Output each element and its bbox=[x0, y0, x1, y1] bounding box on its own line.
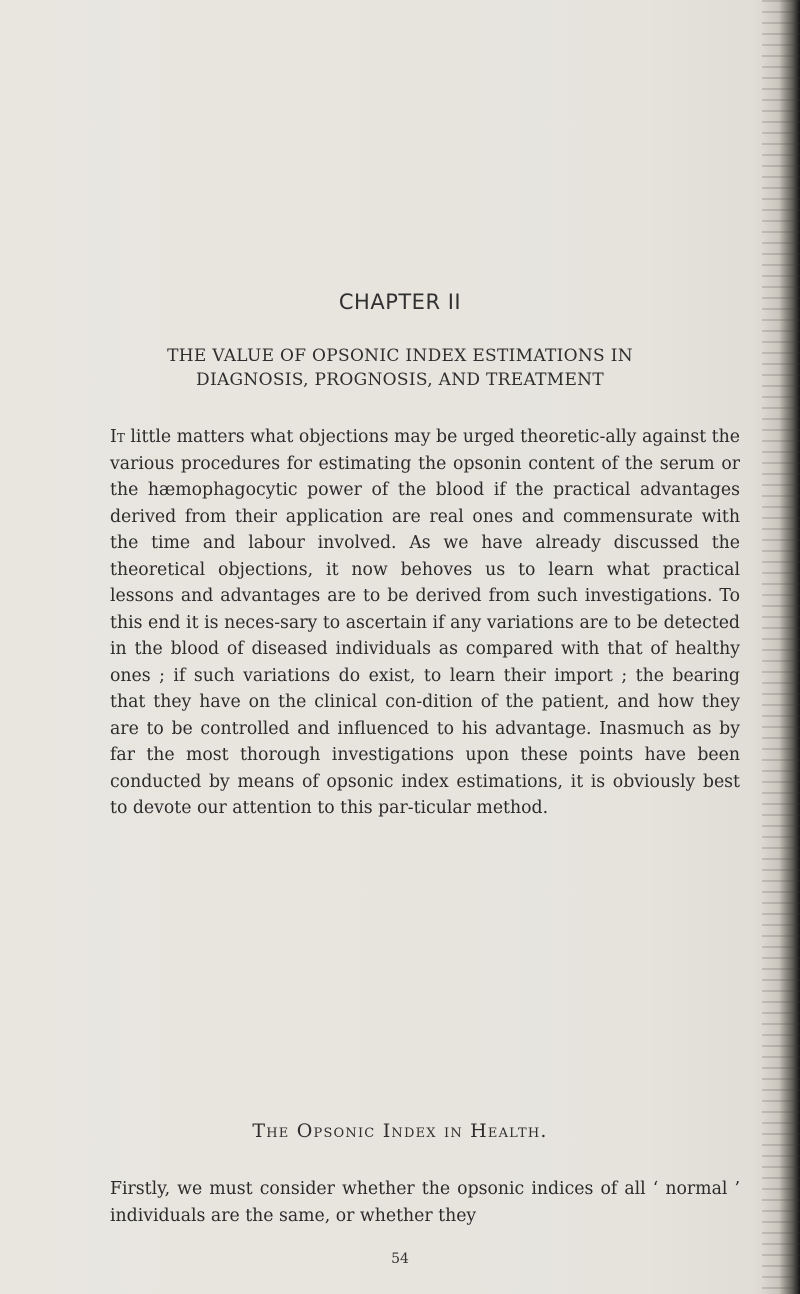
paragraph-2 bbox=[110, 1176, 740, 1230]
chapter-title: THE VALUE OF OPSONIC INDEX ESTIMATIONS IN DIAGNOSIS, PROGNOSIS, AND TREATMENT bbox=[167, 346, 633, 390]
section-heading: The Opsonic Index in Health. bbox=[252, 1120, 548, 1142]
chapter-label: CHAPTER II bbox=[338, 290, 462, 314]
page-number: 54 bbox=[391, 1251, 409, 1267]
paragraph-2-text: Firstly, we must consider whether the opsonic indices of all ‘ normal ’ individuals are the same, or whether they bbox=[110, 1179, 740, 1226]
lead-word: It bbox=[110, 427, 125, 447]
paragraph-1-text: little matters what objections may be urged theoretic-ally against the various procedures for estimating the opsonin content of the serum or the hæmophagocytic power of the blood if the practical advantages derived from their application are real ones and commensurate with the time and labour involved. As we have already discussed the theoretical objections, it now behoves us to learn what practical lessons and advantages are to be derived from such investigations. To this end it is neces-sary to ascertain if any variations are to be detected in the blood of diseased individuals as compared with that of healthy ones ; if such variations do exist, to learn their import ; the bearing that they have on the clinical con-dition of the patient, and how they are to be controlled and influenced to his advantage. Inasmuch as by far the most thorough investigations upon these points have been conducted by means of opsonic index estimations, it is obviously best to devote our attention to this par-ticular method. bbox=[110, 427, 740, 818]
paragraph-1 bbox=[110, 424, 740, 822]
page-edge-shadow bbox=[762, 0, 800, 1294]
